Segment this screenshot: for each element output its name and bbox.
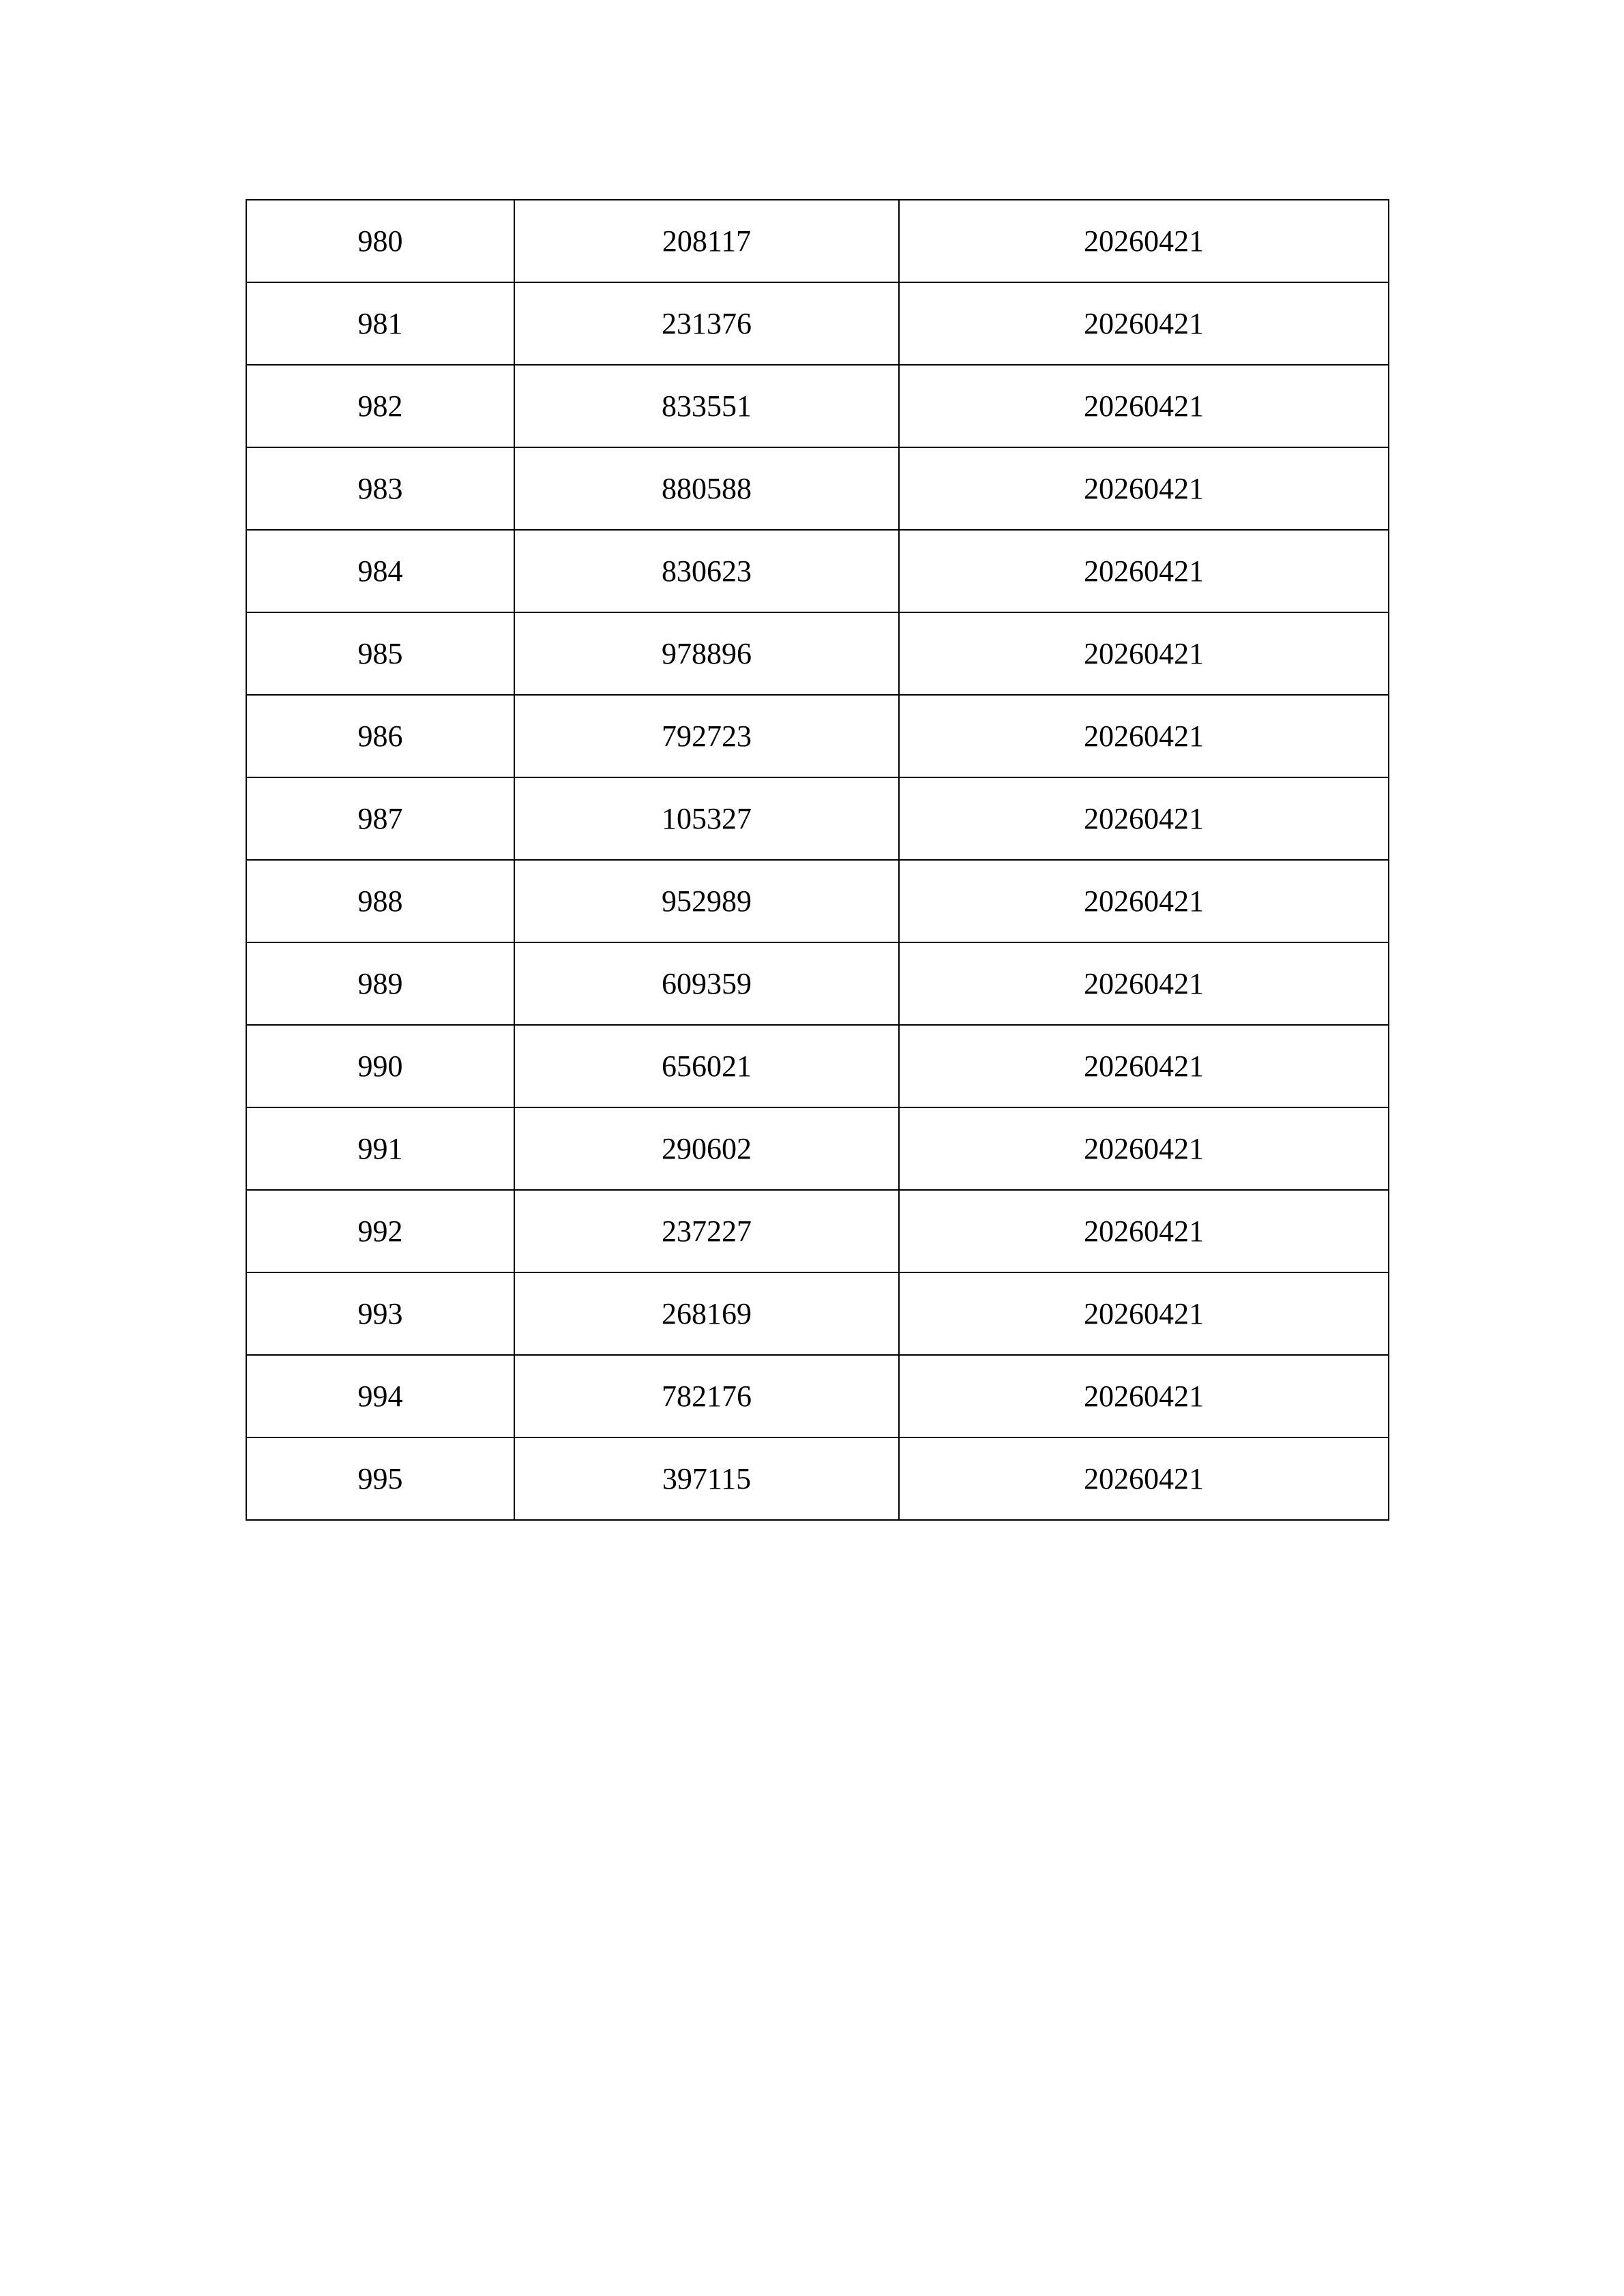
sequence-cell: 988 [246,860,514,942]
code-cell: 231376 [514,282,899,365]
sequence-cell: 980 [246,200,514,282]
table-row [246,447,1389,530]
date-cell: 20260421 [899,1190,1389,1272]
sequence-cell: 989 [246,942,514,1025]
sequence-cell: 985 [246,612,514,695]
table-row [246,860,1389,942]
date-cell: 20260421 [899,447,1389,530]
sequence-cell: 994 [246,1355,514,1437]
sequence-cell: 983 [246,447,514,530]
date-cell: 20260421 [899,1437,1389,1520]
date-cell: 20260421 [899,365,1389,447]
table-row [246,695,1389,777]
table-row [246,942,1389,1025]
code-cell: 792723 [514,695,899,777]
code-cell: 830623 [514,530,899,612]
data-table [246,199,1389,1521]
table-row [246,612,1389,695]
sequence-cell: 995 [246,1437,514,1520]
date-cell: 20260421 [899,612,1389,695]
code-cell: 952989 [514,860,899,942]
sequence-cell: 982 [246,365,514,447]
date-cell: 20260421 [899,1025,1389,1107]
table-row [246,1025,1389,1107]
date-cell: 20260421 [899,1355,1389,1437]
code-cell: 105327 [514,777,899,860]
date-cell: 20260421 [899,1272,1389,1355]
date-cell: 20260421 [899,860,1389,942]
code-cell: 208117 [514,200,899,282]
date-cell: 20260421 [899,282,1389,365]
date-cell: 20260421 [899,695,1389,777]
sequence-cell: 987 [246,777,514,860]
date-cell: 20260421 [899,200,1389,282]
code-cell: 880588 [514,447,899,530]
table-row [246,1190,1389,1272]
code-cell: 290602 [514,1107,899,1190]
table-row [246,1437,1389,1520]
sequence-cell: 984 [246,530,514,612]
table-row [246,530,1389,612]
code-cell: 237227 [514,1190,899,1272]
code-cell: 397115 [514,1437,899,1520]
table-row [246,365,1389,447]
code-cell: 656021 [514,1025,899,1107]
sequence-cell: 992 [246,1190,514,1272]
date-cell: 20260421 [899,530,1389,612]
table-row [246,200,1389,282]
sequence-cell: 981 [246,282,514,365]
code-cell: 268169 [514,1272,899,1355]
sequence-cell: 990 [246,1025,514,1107]
date-cell: 20260421 [899,1107,1389,1190]
table-row [246,1107,1389,1190]
sequence-cell: 993 [246,1272,514,1355]
code-cell: 782176 [514,1355,899,1437]
date-cell: 20260421 [899,942,1389,1025]
table-row [246,1355,1389,1437]
code-cell: 609359 [514,942,899,1025]
table-row [246,1272,1389,1355]
code-cell: 833551 [514,365,899,447]
table-body [246,200,1389,1520]
table-row [246,282,1389,365]
code-cell: 978896 [514,612,899,695]
sequence-cell: 986 [246,695,514,777]
sequence-cell: 991 [246,1107,514,1190]
table-row [246,777,1389,860]
date-cell: 20260421 [899,777,1389,860]
